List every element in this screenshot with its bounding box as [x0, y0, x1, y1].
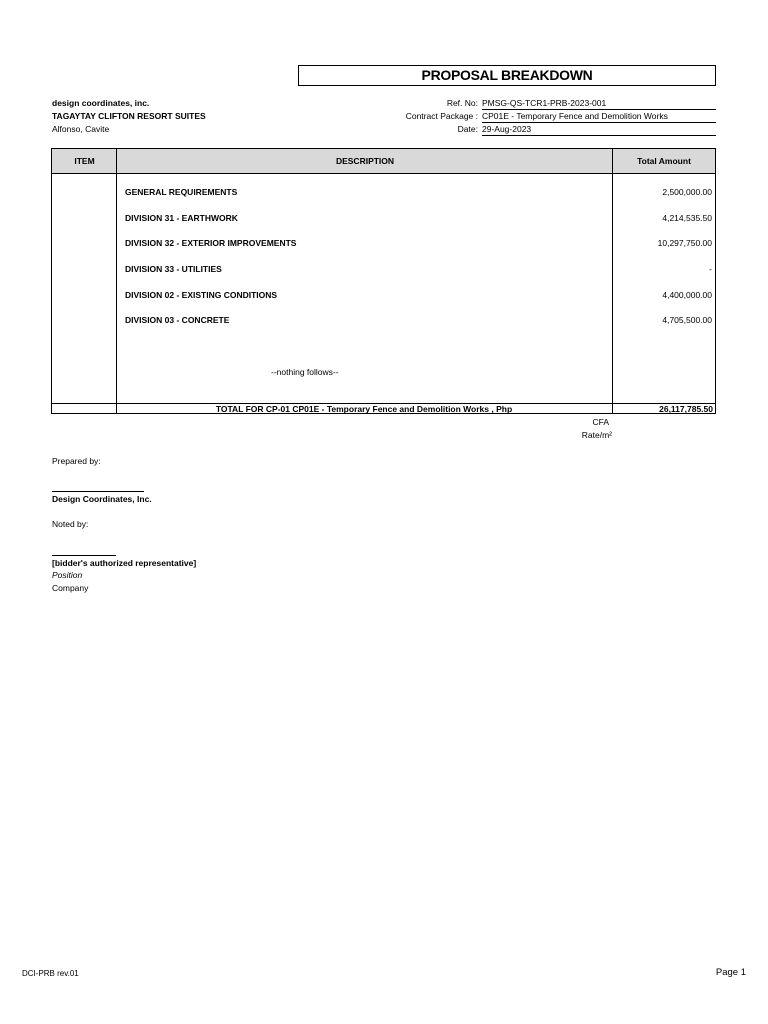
row-amount: 4,214,535.50 [662, 213, 712, 223]
prepared-by-name: Design Coordinates, Inc. [52, 494, 152, 504]
noted-by-signature-line [52, 555, 116, 556]
form-code: DCI-PRB rev.01 [22, 969, 79, 978]
header-total-amount: Total Amount [637, 156, 691, 166]
noted-by-label: Noted by: [52, 519, 89, 529]
row-amount: 10,297,750.00 [657, 238, 712, 248]
rate-label: Rate/m² [581, 430, 612, 440]
ref-no-value: PMSG-QS-TCR1-PRB-2023-001 [482, 98, 716, 110]
row-description: DIVISION 02 - EXISTING CONDITIONS [125, 290, 278, 300]
nothing-follows-note: --nothing follows-- [271, 367, 339, 377]
project-location: Alfonso, Cavite [52, 124, 110, 134]
date-label: Date: [457, 124, 478, 134]
header-item: ITEM [74, 156, 95, 166]
column-divider-item [116, 149, 117, 413]
row-description: DIVISION 31 - EARTHWORK [125, 213, 238, 223]
prepared-by-label: Prepared by: [52, 456, 101, 466]
company-name: design coordinates, inc. [52, 98, 150, 108]
row-amount: 4,705,500.00 [662, 315, 712, 325]
date-value: 29-Aug-2023 [482, 124, 716, 136]
ref-no-label: Ref. No: [446, 98, 478, 108]
contract-package-value: CP01E - Temporary Fence and Demolition Works [482, 111, 716, 123]
cfa-label: CFA [592, 417, 609, 427]
position-label: Position [52, 570, 83, 580]
row-amount: 2,500,000.00 [662, 187, 712, 197]
document-title: PROPOSAL BREAKDOWN [298, 65, 716, 86]
noted-by-name: [bidder's authorized representative] [52, 558, 197, 568]
header-description: DESCRIPTION [335, 156, 395, 166]
prepared-by-signature-line [52, 491, 144, 492]
contract-package-label: Contract Package : [405, 111, 478, 121]
row-amount: - [709, 264, 712, 274]
row-amount: 4,400,000.00 [662, 290, 712, 300]
total-label: TOTAL FOR CP-01 CP01E - Temporary Fence and Demolition Works , Php [215, 404, 513, 414]
row-description: DIVISION 32 - EXTERIOR IMPROVEMENTS [125, 238, 297, 248]
row-description: DIVISION 33 - UTILITIES [125, 264, 222, 274]
row-description: DIVISION 03 - CONCRETE [125, 315, 230, 325]
project-name: TAGAYTAY CLIFTON RESORT SUITES [52, 111, 206, 121]
row-description: GENERAL REQUIREMENTS [125, 187, 238, 197]
page-number: Page 1 [715, 967, 746, 978]
total-amount: 26,117,785.50 [659, 404, 713, 414]
company-label: Company [52, 583, 89, 593]
